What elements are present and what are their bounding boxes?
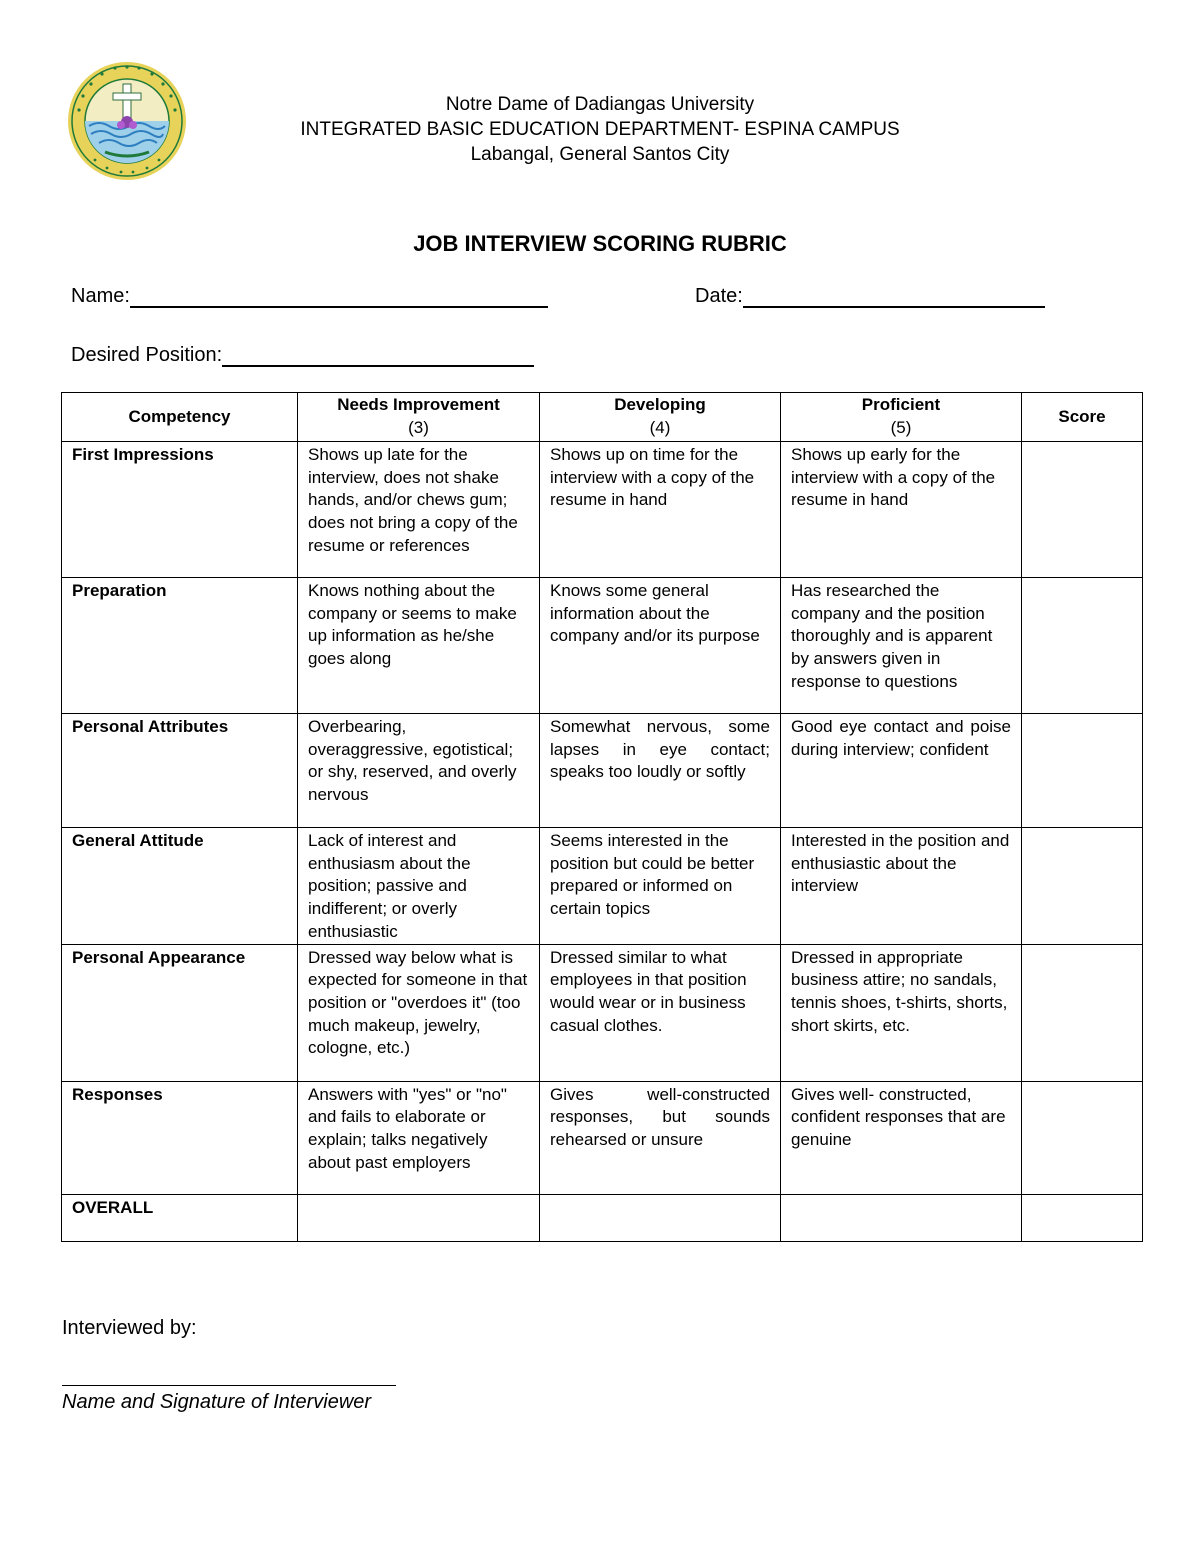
table-row <box>62 1081 1143 1194</box>
name-field <box>71 285 548 308</box>
proficient-cell: Good eye contact and poise during interview; confident <box>781 714 1022 828</box>
needs-improvement-cell: Knows nothing about the company or seems to make up information as he/she goes along <box>298 578 540 714</box>
table-row <box>62 442 1143 578</box>
score-cell[interactable] <box>1022 1081 1143 1194</box>
competency-cell: Responses <box>62 1081 298 1194</box>
table-header-row <box>62 393 1143 442</box>
table-row <box>62 714 1143 828</box>
position-label: Desired Position: <box>71 344 223 366</box>
needs-improvement-cell: Dressed way below what is expected for someone in that position or "overdoes it" (too much makeup, jewelry, cologne, etc.) <box>298 944 540 1081</box>
proficient-cell: Gives well- constructed, confident responses that are genuine <box>781 1081 1022 1194</box>
needs-improvement-cell: Lack of interest and enthusiasm about the position; passive and indifferent; or overly enthusiastic <box>298 828 540 945</box>
developing-cell: Seems interested in the position but could be better prepared or informed on certain topics <box>540 828 781 945</box>
competency-cell: Preparation <box>62 578 298 714</box>
score-cell[interactable] <box>1022 944 1143 1081</box>
header-developing: Developing (4) <box>540 393 781 442</box>
table-row <box>62 578 1143 714</box>
competency-cell: General Attitude <box>62 828 298 945</box>
overall-row <box>62 1194 1143 1241</box>
page-title: JOB INTERVIEW SCORING RUBRIC <box>413 231 787 256</box>
score-cell[interactable] <box>1022 442 1143 578</box>
school-header <box>0 92 1200 167</box>
signature-caption: Name and Signature of Interviewer <box>62 1391 372 1413</box>
school-address: Labangal, General Santos City <box>470 144 730 165</box>
position-field <box>71 344 534 367</box>
header-score: Score <box>1022 393 1143 442</box>
score-cell[interactable] <box>1022 578 1143 714</box>
score-cell[interactable] <box>1022 1194 1143 1241</box>
name-label: Name: <box>71 285 130 307</box>
developing-cell: Knows some general information about the company and/or its purpose <box>540 578 781 714</box>
university-name: Notre Dame of Dadiangas University <box>445 94 755 115</box>
score-cell[interactable] <box>1022 828 1143 945</box>
proficient-cell: Has researched the company and the position thoroughly and is apparent by answers given in response to questions <box>781 578 1022 714</box>
developing-cell[interactable] <box>540 1194 781 1241</box>
department-name: INTEGRATED BASIC EDUCATION DEPARTMENT- ESPINA CAMPUS <box>300 119 900 140</box>
date-input-line[interactable] <box>743 286 1045 308</box>
date-field <box>695 285 1045 308</box>
table-row <box>62 944 1143 1081</box>
needs-improvement-cell: Shows up late for the interview, does not shake hands, and/or chews gum; does not bring a copy of the resume or references <box>298 442 540 578</box>
header-competency: Competency <box>62 393 298 442</box>
competency-cell: Personal Attributes <box>62 714 298 828</box>
proficient-cell[interactable] <box>781 1194 1022 1241</box>
signature-line[interactable] <box>62 1385 396 1386</box>
header-proficient: Proficient (5) <box>781 393 1022 442</box>
proficient-cell: Shows up early for the interview with a copy of the resume in hand <box>781 442 1022 578</box>
date-label: Date: <box>695 285 743 307</box>
competency-cell: Personal Appearance <box>62 944 298 1081</box>
table-row <box>62 828 1143 945</box>
rubric-table <box>61 392 1143 1242</box>
proficient-cell: Dressed in appropriate business attire; no sandals, tennis shoes, t-shirts, shorts, short skirts, etc. <box>781 944 1022 1081</box>
interviewed-by-label: Interviewed by: <box>62 1317 197 1339</box>
needs-improvement-cell: Answers with "yes" or "no" and fails to elaborate or explain; talks negatively about past employers <box>298 1081 540 1194</box>
name-input-line[interactable] <box>130 286 548 308</box>
developing-cell: Gives well-constructed responses, but sounds rehearsed or unsure <box>540 1081 781 1194</box>
competency-cell: First Impressions <box>62 442 298 578</box>
needs-improvement-cell[interactable] <box>298 1194 540 1241</box>
position-input-line[interactable] <box>222 345 534 367</box>
needs-improvement-cell: Overbearing, overaggressive, egotistical; or shy, reserved, and overly nervous <box>298 714 540 828</box>
developing-cell: Shows up on time for the interview with a copy of the resume in hand <box>540 442 781 578</box>
developing-cell: Dressed similar to what employees in that position would wear or in business casual clothes. <box>540 944 781 1081</box>
overall-label-cell: OVERALL <box>62 1194 298 1241</box>
header-needs-improvement: Needs Improvement (3) <box>298 393 540 442</box>
proficient-cell: Interested in the position and enthusiastic about the interview <box>781 828 1022 945</box>
developing-cell: Somewhat nervous, some lapses in eye contact; speaks too loudly or softly <box>540 714 781 828</box>
score-cell[interactable] <box>1022 714 1143 828</box>
